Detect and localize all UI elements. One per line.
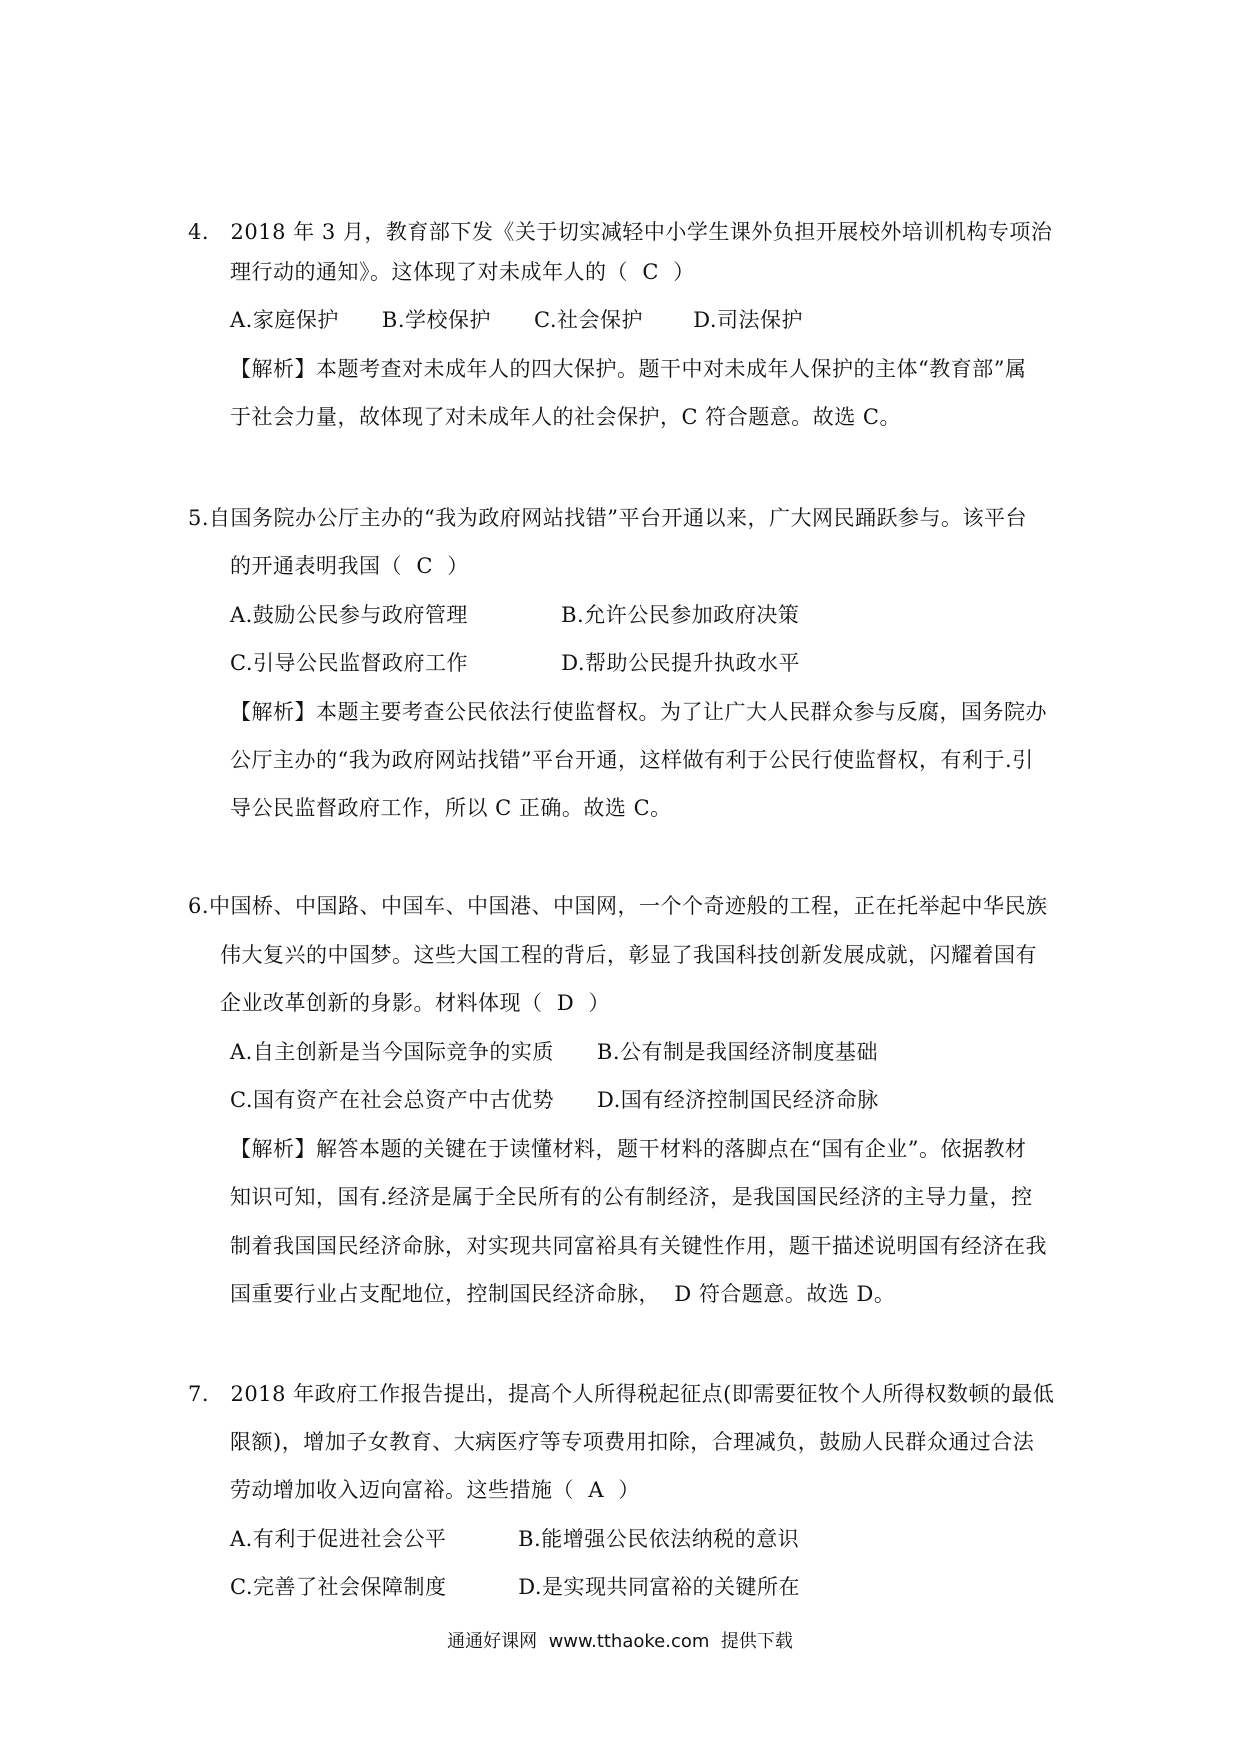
answer-options: C.国有资产在社会总资产中古优势 D.国有经济控制国民经济命脉	[230, 1088, 879, 1112]
answer-options: C.引导公民监督政府工作 D.帮助公民提升执政水平	[230, 651, 801, 675]
analysis-line: 【解析】本题主要考查公民依法行使监督权。为了让广大人民群众参与反腐，国务院办	[230, 700, 1047, 724]
question-stem-line: 的开通表明我国（ C ）	[230, 554, 469, 578]
page-footer: 通通好课网 www.tthaoke.com 提供下载	[447, 1631, 793, 1652]
answer-options: A.自主创新是当今国际竞争的实质 B.公有制是我国经济制度基础	[230, 1040, 878, 1064]
analysis-line: 公厅主办的“我为政府网站找错”平台开通，这样做有利于公民行使监督权，有利于.引	[230, 748, 1034, 772]
question-stem-line: 伟大复兴的中国梦。这些大国工程的背后，彰显了我国科技创新发展成就，闪耀着国有	[220, 943, 1037, 967]
analysis-line: 国重要行业占支配地位，控制国民经济命脉， D 符合题意。故选 D。	[230, 1282, 896, 1306]
analysis-line: 【解析】本题考查对未成年人的四大保护。题干中对未成年人保护的主体“教育部”属	[230, 357, 1027, 381]
question-stem-line: 7. 2018 年政府工作报告提出，提高个人所得税起征点(即需要征牧个人所得权数顿的最低	[188, 1382, 1055, 1406]
question-stem-line: 限额)，增加子女教育、大病医疗等专项费用扣除，合理减负，鼓励人民群众通过合法	[230, 1430, 1035, 1454]
analysis-line: 【解析】解答本题的关键在于读懂材料，题干材料的落脚点在“国有企业”。依据教材	[230, 1137, 1027, 1161]
question-stem-line: 5.自国务院办公厅主办的“我为政府网站找错”平台开通以来，广大网民踊跃参与。该平台	[188, 506, 1028, 530]
analysis-line: 制着我国国民经济命脉，对实现共同富裕具有关键性作用，题干描述说明国有经济在我	[230, 1234, 1047, 1258]
answer-options: A.家庭保护 B.学校保护 C.社会保护 D.司法保护	[230, 308, 804, 332]
answer-options: A.有利于促进社会公平 B.能增强公民依法纳税的意识	[230, 1527, 800, 1551]
question-stem-line: 劳动增加收入迈向富裕。这些措施（ A ）	[230, 1478, 640, 1502]
analysis-line: 导公民监督政府工作，所以 C 正确。故选 C。	[230, 796, 672, 820]
question-stem-line: 企业改革创新的身影。材料体现（ D ）	[220, 991, 611, 1015]
question-stem-line: 6.中国桥、中国路、中国车、中国港、中国网，一个个奇迹般的工程，正在托举起中华民族	[188, 894, 1048, 918]
analysis-line: 知识可知，国有.经济是属于全民所有的公有制经济，是我国国民经济的主导力量，控	[230, 1185, 1033, 1209]
analysis-line: 于社会力量，故体现了对未成年人的社会保护，C 符合题意。故选 C。	[230, 405, 901, 429]
answer-options: C.完善了社会保障制度 D.是实现共同富裕的关键所在	[230, 1575, 801, 1599]
question-stem-line: 理行动的通知》。这体现了对未成年人的（ C ）	[230, 260, 695, 284]
answer-options: A.鼓励公民参与政府管理 B.允许公民参加政府决策	[230, 603, 800, 627]
question-stem-line: 4. 2018 年 3 月，教育部下发《关于切实减轻中小学生课外负担开展校外培训机构专项治	[188, 220, 1053, 244]
